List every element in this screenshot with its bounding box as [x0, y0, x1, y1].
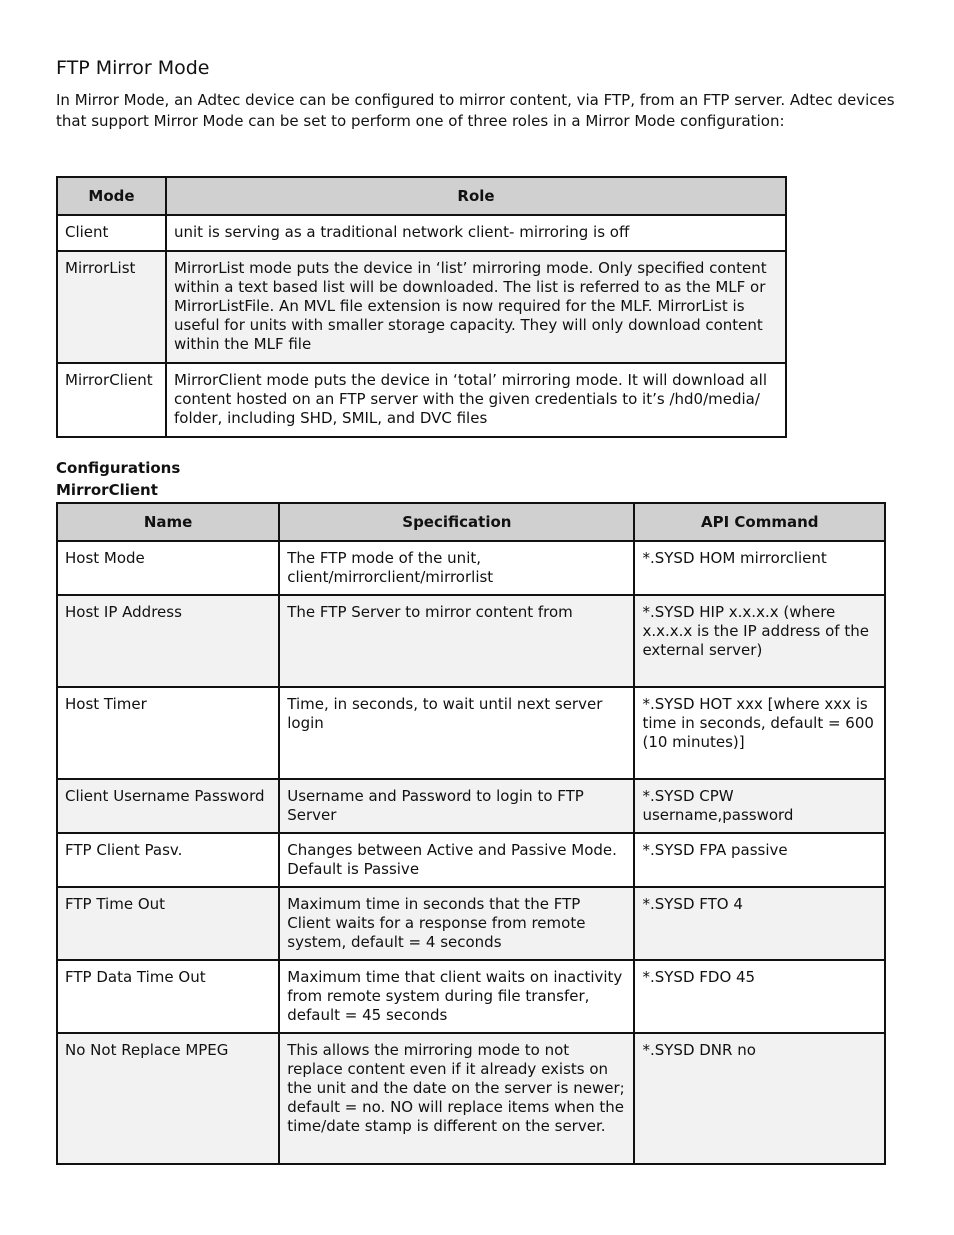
- name-cell: Client Username Password: [57, 779, 279, 833]
- table-row: [57, 251, 786, 363]
- specification-cell: The FTP Server to mirror content from: [279, 595, 634, 687]
- api-command-cell: *.SYSD FDO 45: [634, 960, 885, 1033]
- api-command-cell: *.SYSD HOM mirrorclient: [634, 541, 885, 595]
- modes-table-header-row: [57, 177, 786, 215]
- config-header-specification: Specification: [279, 503, 634, 541]
- section-title: FTP Mirror Mode: [56, 57, 210, 79]
- name-cell: FTP Data Time Out: [57, 960, 279, 1033]
- api-command-cell: *.SYSD HOT xxx [where xxx is time in seconds, default = 600 (10 minutes)]: [634, 687, 885, 779]
- specification-cell: Changes between Active and Passive Mode. Default is Passive: [279, 833, 634, 887]
- specification-cell: The FTP mode of the unit, client/mirrorclient/mirrorlist: [279, 541, 634, 595]
- table-row: [57, 779, 885, 833]
- specification-cell: Username and Password to login to FTP Server: [279, 779, 634, 833]
- api-command-cell: *.SYSD FPA passive: [634, 833, 885, 887]
- api-command-cell: *.SYSD CPW username,password: [634, 779, 885, 833]
- role-cell: MirrorClient mode puts the device in ‘total’ mirroring mode. It will download all content hosted on an FTP server with the given credentials to it’s /hd0/media/ folder, including SHD, SMIL, and DVC files: [166, 363, 786, 437]
- mirrorclient-heading: MirrorClient: [56, 481, 158, 499]
- api-command-cell: *.SYSD DNR no: [634, 1033, 885, 1164]
- name-cell: Host IP Address: [57, 595, 279, 687]
- table-row: [57, 1033, 885, 1164]
- name-cell: Host Timer: [57, 687, 279, 779]
- modes-header-role: Role: [166, 177, 786, 215]
- name-cell: Host Mode: [57, 541, 279, 595]
- intro-paragraph: In Mirror Mode, an Adtec device can be configured to mirror content, via FTP, from an FTP server. Adtec devices that support Mirror Mode can be set to perform one of three roles in a Mirror Mode configuration:: [56, 91, 895, 130]
- table-row: [57, 541, 885, 595]
- table-row: [57, 215, 786, 251]
- table-row: [57, 595, 885, 687]
- specification-cell: Time, in seconds, to wait until next server login: [279, 687, 634, 779]
- specification-cell: Maximum time in seconds that the FTP Client waits for a response from remote system, default = 4 seconds: [279, 887, 634, 960]
- role-cell: unit is serving as a traditional network client- mirroring is off: [166, 215, 786, 251]
- api-command-cell: *.SYSD FTO 4: [634, 887, 885, 960]
- config-header-name: Name: [57, 503, 279, 541]
- mode-cell: Client: [57, 215, 166, 251]
- api-command-cell: *.SYSD HIP x.x.x.x (where x.x.x.x is the IP address of the external server): [634, 595, 885, 687]
- name-cell: FTP Time Out: [57, 887, 279, 960]
- table-row: [57, 960, 885, 1033]
- table-row: [57, 833, 885, 887]
- name-cell: FTP Client Pasv.: [57, 833, 279, 887]
- name-cell: No Not Replace MPEG: [57, 1033, 279, 1164]
- config-header-api-command: API Command: [634, 503, 885, 541]
- specification-cell: This allows the mirroring mode to not replace content even if it already exists on the unit and the date on the server is newer; default = no. NO will replace items when the time/date stamp is different on the server.: [279, 1033, 634, 1164]
- specification-cell: Maximum time that client waits on inactivity from remote system during file transfer, default = 45 seconds: [279, 960, 634, 1033]
- table-row: [57, 363, 786, 437]
- modes-header-mode: Mode: [57, 177, 166, 215]
- table-row: [57, 887, 885, 960]
- mode-cell: MirrorList: [57, 251, 166, 363]
- role-cell: MirrorList mode puts the device in ‘list’ mirroring mode. Only specified content within a text based list will be downloaded. The list is referred to as the MLF or MirrorListFile. An MVL file extension is now required for the MLF. MirrorList is useful for units with smaller storage capacity. They will only download content within the MLF file: [166, 251, 786, 363]
- mirrorclient-config-table: [56, 502, 886, 1165]
- configurations-heading: Configurations: [56, 459, 181, 477]
- config-table-header-row: [57, 503, 885, 541]
- mode-cell: MirrorClient: [57, 363, 166, 437]
- modes-table: [56, 176, 787, 438]
- table-row: [57, 687, 885, 779]
